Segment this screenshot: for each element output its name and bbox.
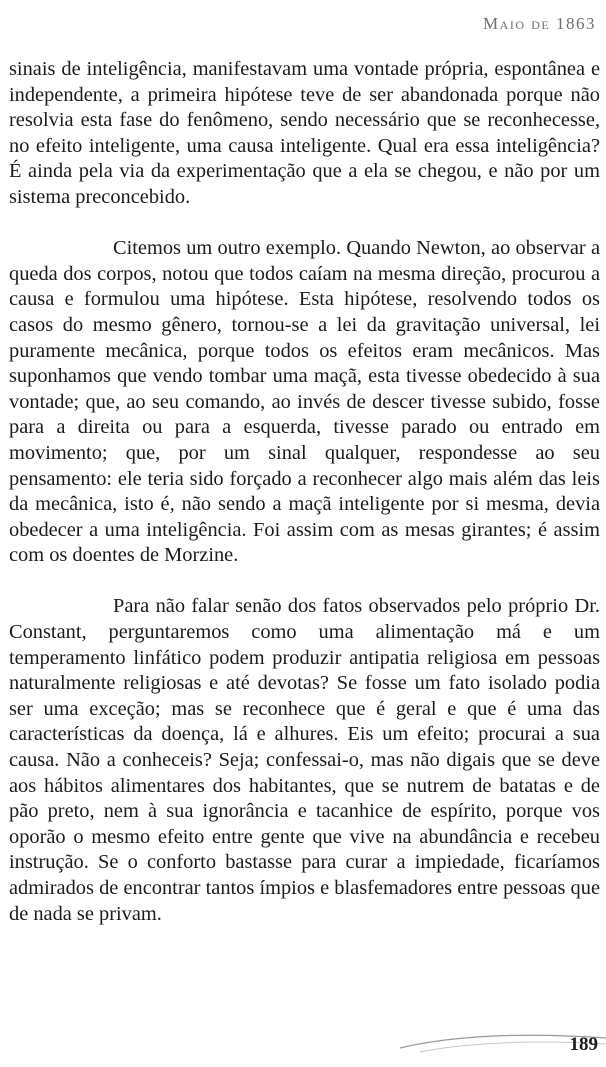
paragraph-dr-constant: Para não falar senão dos fatos observados pelo próprio Dr. Constant, perguntaremos como uma alimentação má e um temperamento linfático podem produzir antipatia religiosa em pessoas naturalmente religiosas e até devotas? Se fosse um fato isolado podia ser uma exceção; mas se reconhece que é geral e que é uma das características da doença, lá e alhures. Eis um efeito; procurai a sua causa. Não a conheceis? Seja; confessai-o, mas não digais que se deve aos hábitos alimentares dos habitantes, que se nutrem de batatas e de pão preto, nem à sua ignorância e tacanhice de espírito, porque vos oporão o mesmo efeito entre gente que vive na abundância e recebeu instrução. Se o conforto bastasse para curar a impiedade, ficaríamos admirados de encontrar tantos ímpios e blasfemadores entre pessoas que de nada se privam. [9,595,600,925]
paragraph-newton-example: Citemos um outro exemplo. Quando Newton, ao observar a queda dos corpos, notou que todos caíam na mesma direção, procurou a causa e formulou uma hipótese. Esta hipótese, resolvendo todos os casos do mesmo gênero, tornou-se a lei da gravitação universal, lei puramente mecânica, porque todos os efeitos eram mecânicos. Mas suponhamos que vendo tombar uma maçã, esta tivesse obedecido à sua vontade; que, ao seu comando, ao invés de descer tivesse subido, fosse para a direita ou para a esquerda, tivesse parado ou entrado em movimento; que, por um sinal qualquer, respondesse ao seu pensamento: ele teria sido forçado a reconhecer algo mais além das leis da mecânica, isto é, não sendo a maçã inteligente por si mesma, devia obedecer a uma inteligência. Foi assim com as mesas girantes; é assim com os doentes de Morzine. [9,237,600,567]
page-footer [0,1028,606,1067]
page-number: 189 [569,1034,598,1055]
paragraph-continuation: sinais de inteligência, manifestavam uma vontade própria, espontânea e independente, a primeira hipótese teve de ser abandonada porque não resolvia esta fase do fenômeno, sendo necessário que se reconhecesse, no efeito inteligente, uma causa inteligente. Qual era essa inteligência? É ainda pela via da experimentação que a ela se chegou, e não por um sistema preconcebido. [9,58,600,208]
body-text [9,57,600,927]
running-header: Maio de 1863 [483,14,596,33]
